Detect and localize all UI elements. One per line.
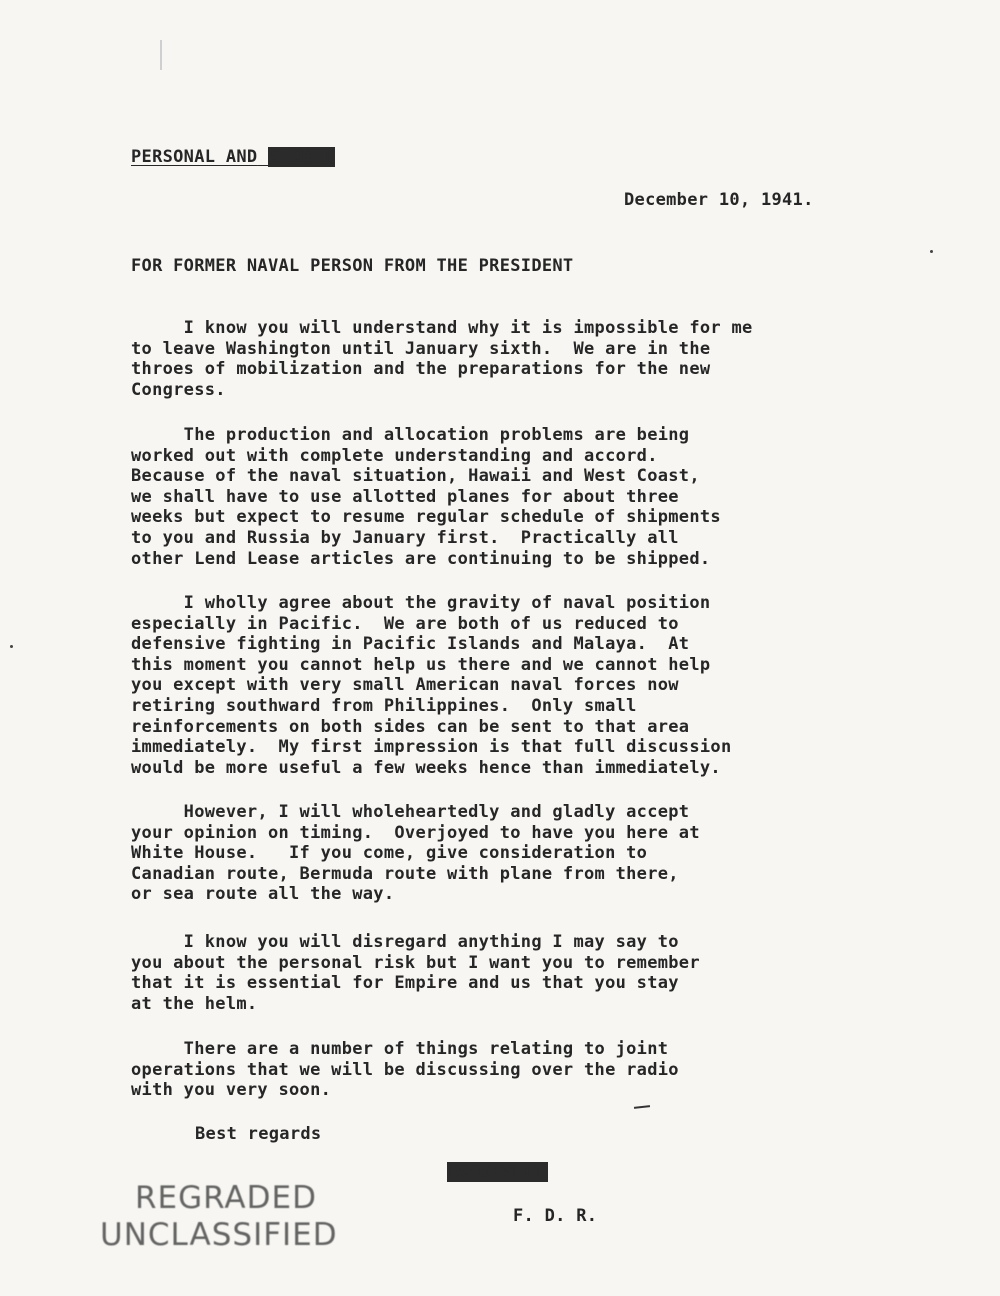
paragraph-4: However, I will wholeheartedly and gladly accept your opinion on timing. Overjoyed to have you here at White House. If you come, give consideration to Canadian route, Bermuda route with plane from there, or sea route all the way. [131, 802, 700, 905]
paragraph-3: I wholly agree about the gravity of naval position especially in Pacific. We are both of us reduced to defensive fighting in Pacific Islands and Malaya. At this moment you cannot help us there and we cannot help you except with very small American naval forces now retiring southward from Philippines. Only small reinforcements on both sides can be sent to that area immediately. My first impression is that full discussion would be more useful a few weeks hence than immediately. [131, 593, 732, 778]
closing-line: Best regards [195, 1124, 322, 1144]
xed-out-signature [447, 1162, 548, 1182]
paper-speck [10, 645, 13, 648]
classification-label: PERSONAL AND [131, 147, 258, 167]
paper-speck [160, 40, 162, 70]
regraded-stamp [100, 1180, 338, 1254]
xed-out-name: ROOSEVELT [449, 1162, 546, 1182]
stamp-line-2: UNCLASSIFIED [100, 1217, 338, 1253]
address-line: FOR FORMER NAVAL PERSON FROM THE PRESIDENT [131, 256, 574, 276]
letter-date: December 10, 1941. [624, 190, 814, 210]
struck-classification: SECRET [269, 147, 334, 167]
pen-mark [634, 1105, 650, 1109]
paragraph-1: I know you will understand why it is impossible for me to leave Washington until January sixth. We are in the throes of mobilization and the preparations for the new Congress. [131, 318, 753, 400]
stamp-line-1: REGRADED [135, 1180, 317, 1216]
paragraph-6: There are a number of things relating to joint operations that we will be discussing over the radio with you very soon. [131, 1039, 679, 1101]
paper-speck [930, 250, 933, 253]
paragraph-2: The production and allocation problems are being worked out with complete understanding and accord. Because of the naval situation, Hawaii and West Coast, we shall have to use allotted planes for about three weeks but expect to resume regular schedule of shipments to you and Russia by January first. Practically all other Lend Lease articles are continuing to be shipped. [131, 425, 721, 569]
signature-initials: F. D. R. [513, 1206, 598, 1226]
classification-header [131, 147, 335, 167]
paragraph-5: I know you will disregard anything I may say to you about the personal risk but I want you to remember that it is essential for Empire and us that you stay at the helm. [131, 932, 700, 1014]
